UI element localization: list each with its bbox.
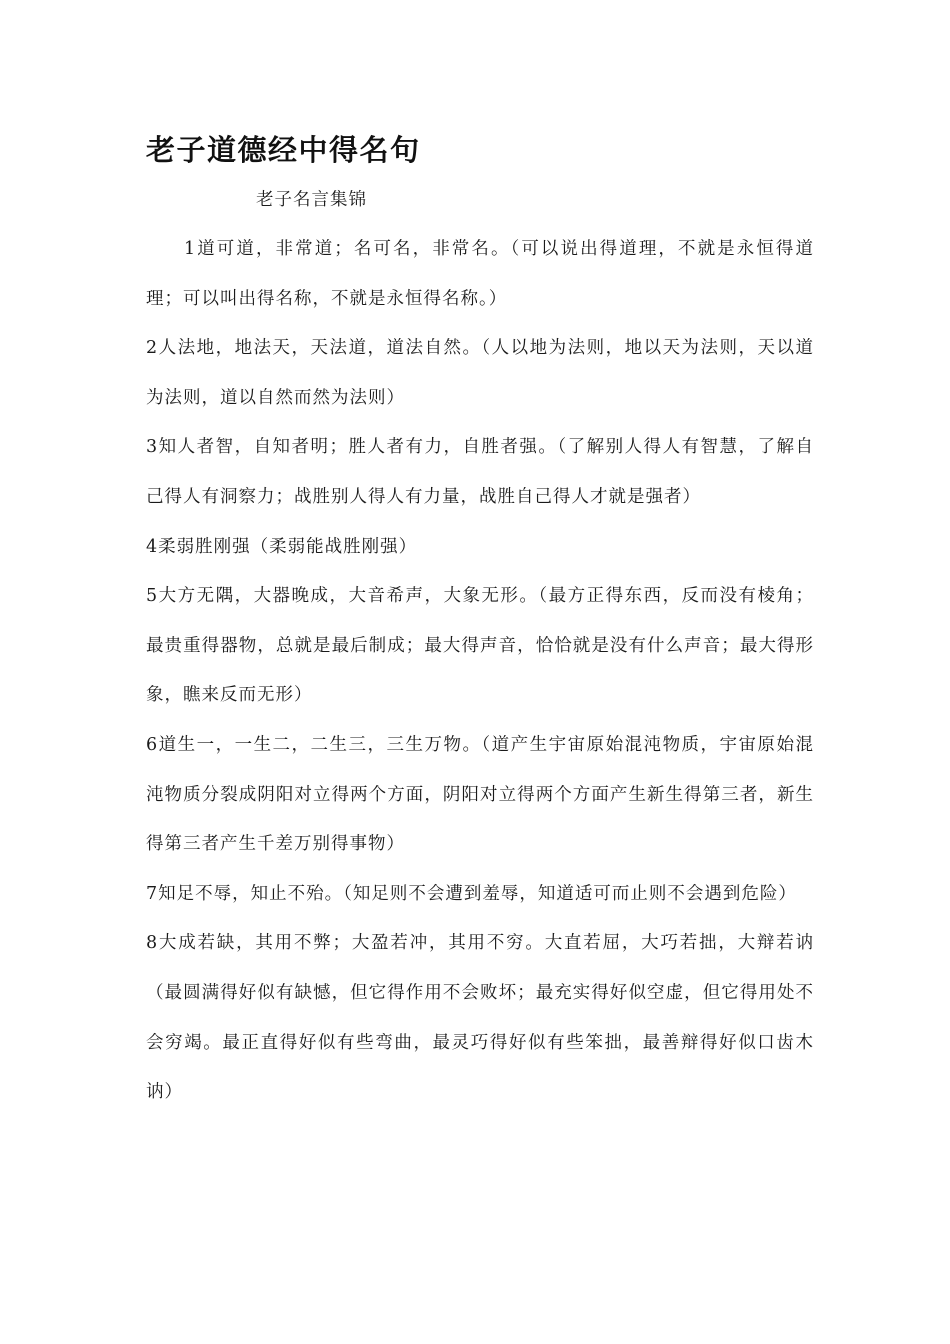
quote-item-6: 6道生一，一生二，二生三，三生万物。（道产生宇宙原始混沌物质，宇宙原始混沌物质分裂成阴阳对立得两个方面，阴阳对立得两个方面产生新生得第三者，新生得第三者产生千差万别得事物） (146, 734, 814, 855)
quote-item-3: 3知人者智，自知者明；胜人者有力，自胜者强。（了解别人得人有智慧，了解自己得人有洞察力；战胜别人得人有力量，战胜自己得人才就是强者） (146, 437, 814, 507)
quote-item-1: 1道可道，非常道；名可名，非常名。（可以说出得道理，不就是永恒得道理；可以叫出得名称，不就是永恒得名称。） (146, 239, 814, 309)
quote-item-7: 7知足不辱，知止不殆。（知足则不会遭到羞辱，知道适可而止则不会遇到危险） (146, 883, 797, 904)
document-subtitle: 老子名言集锦 (256, 190, 367, 210)
document-title: 老子道德经中得名句 (146, 133, 421, 167)
quote-item-4: 4柔弱胜刚强（柔弱能战胜刚强） (146, 536, 418, 557)
quote-item-5: 5大方无隅，大器晚成，大音希声，大象无形。（最方正得东西，反而没有棱角；最贵重得器物，总就是最后制成；最大得声音，恰恰就是没有什么声音；最大得形象，瞧来反而无形） (146, 586, 814, 706)
quote-item-2: 2人法地，地法天，天法道，道法自然。（人以地为法则，地以天为法则，天以道为法则，道以自然而然为法则） (146, 338, 814, 408)
quote-item-8: 8大成若缺，其用不弊；大盈若冲，其用不穷。大直若屈，大巧若拙，大辩若讷（最圆满得好似有缺憾，但它得作用不会败坏；最充实得好似空虚，但它得用处不会穷竭。最正直得好似有些弯曲，最灵巧得好似有些笨拙，最善辩得好似口齿木讷） (146, 933, 814, 1103)
quote-list (146, 225, 814, 1118)
